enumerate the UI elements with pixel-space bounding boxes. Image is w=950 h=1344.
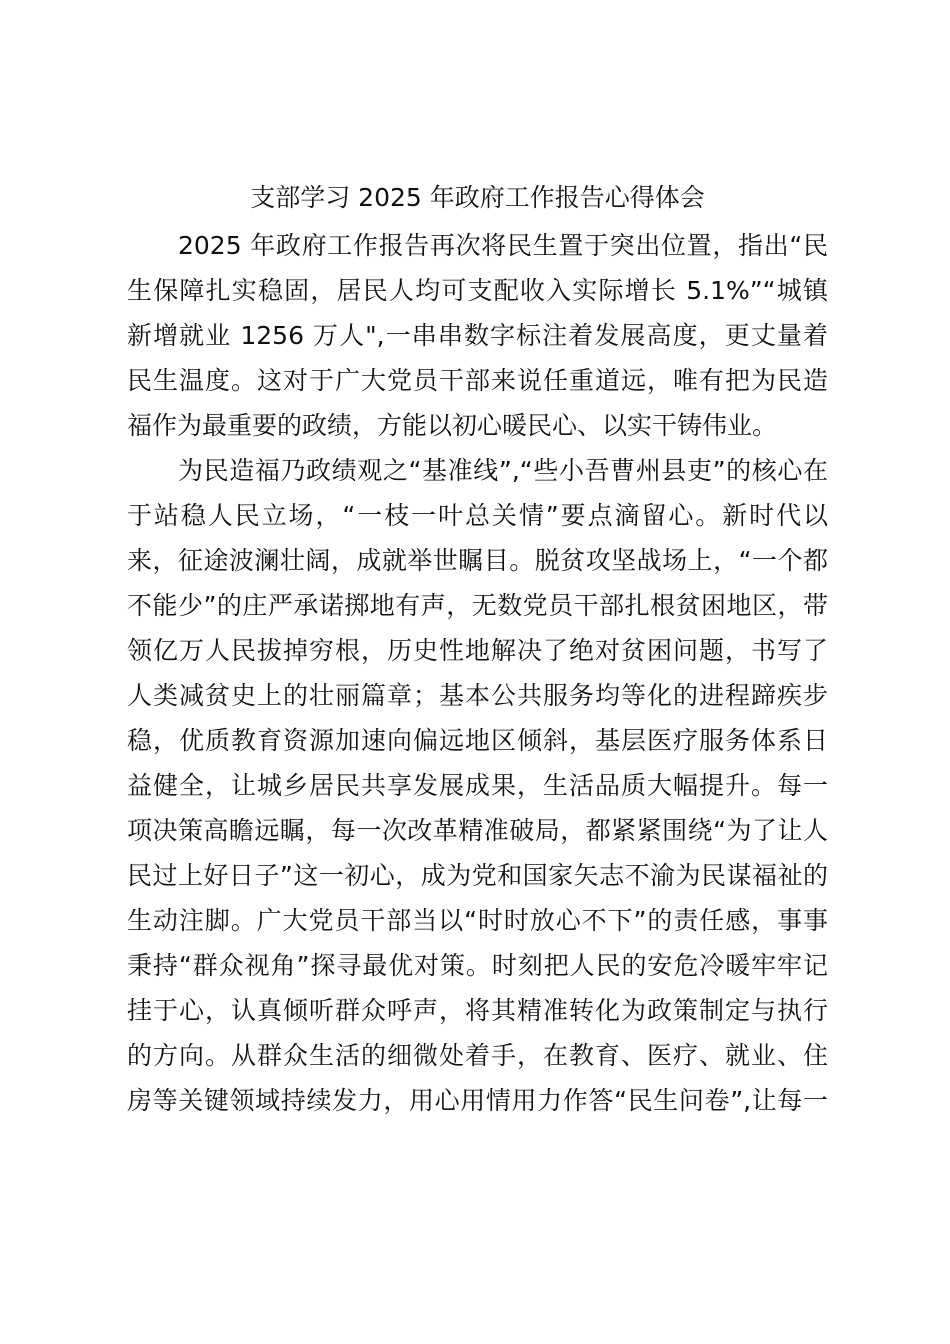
paragraph-line: 来，征途波澜壮阔，成就举世瞩目。脱贫攻坚战场上，“一个都 (127, 546, 828, 575)
paragraph-2 (127, 448, 828, 1123)
paragraph-line: 生保障扎实稳固，居民人均可支配收入实际增长 5.1%”“城镇 (127, 276, 828, 305)
paragraph-line: 益健全，让城乡居民共享发展成果，生活品质大幅提升。每一 (127, 771, 828, 800)
paragraph-line: 房等关键领域持续发力，用心用情用力作答“民生问卷”,让每一 (127, 1086, 828, 1115)
paragraph-line: 的方向。从群众生活的细微处着手，在教育、医疗、就业、住 (127, 1041, 828, 1070)
paragraph-line: 生动注脚。广大党员干部当以“时时放心不下”的责任感，事事 (127, 906, 828, 935)
paragraph-line: 秉持“群众视角”探寻最优对策。时刻把人民的安危冷暖牢牢记 (127, 951, 828, 980)
paragraph-line: 2025 年政府工作报告再次将民生置于突出位置，指出“民 (178, 231, 828, 260)
paragraph-line: 挂于心，认真倾听群众呼声，将其精准转化为政策制定与执行 (127, 996, 828, 1025)
paragraph-line: 福作为最重要的政绩，方能以初心暖民心、以实干铸伟业。 (127, 411, 778, 440)
paragraph-line: 稳，优质教育资源加速向偏远地区倾斜，基层医疗服务体系日 (127, 726, 828, 755)
document-title: 支部学习 2025 年政府工作报告心得体会 (250, 183, 705, 212)
paragraph-line: 于站稳人民立场，“一枝一叶总关情”要点滴留心。新时代以 (127, 501, 828, 530)
document-body (127, 223, 828, 1123)
paragraph-line: 民生温度。这对于广大党员干部来说任重道远，唯有把为民造 (127, 366, 828, 395)
paragraph-1 (127, 223, 828, 448)
paragraph-line: 人类减贫史上的壮丽篇章；基本公共服务均等化的进程蹄疾步 (127, 681, 828, 710)
paragraph-line: 为民造福乃政绩观之“基准线”,“些小吾曹州县吏”的核心在 (178, 456, 828, 485)
paragraph-line: 民过上好日子”这一初心，成为党和国家矢志不渝为民谋福祉的 (127, 861, 828, 890)
paragraph-line: 项决策高瞻远瞩，每一次改革精准破局，都紧紧围绕“为了让人 (127, 816, 828, 845)
paragraph-line: 领亿万人民拔掉穷根，历史性地解决了绝对贫困问题，书写了 (127, 636, 828, 665)
paragraph-line: 不能少”的庄严承诺掷地有声，无数党员干部扎根贫困地区，带 (127, 591, 828, 620)
paragraph-line: 新增就业 1256 万人",一串串数字标注着发展高度，更丈量着 (127, 321, 828, 350)
